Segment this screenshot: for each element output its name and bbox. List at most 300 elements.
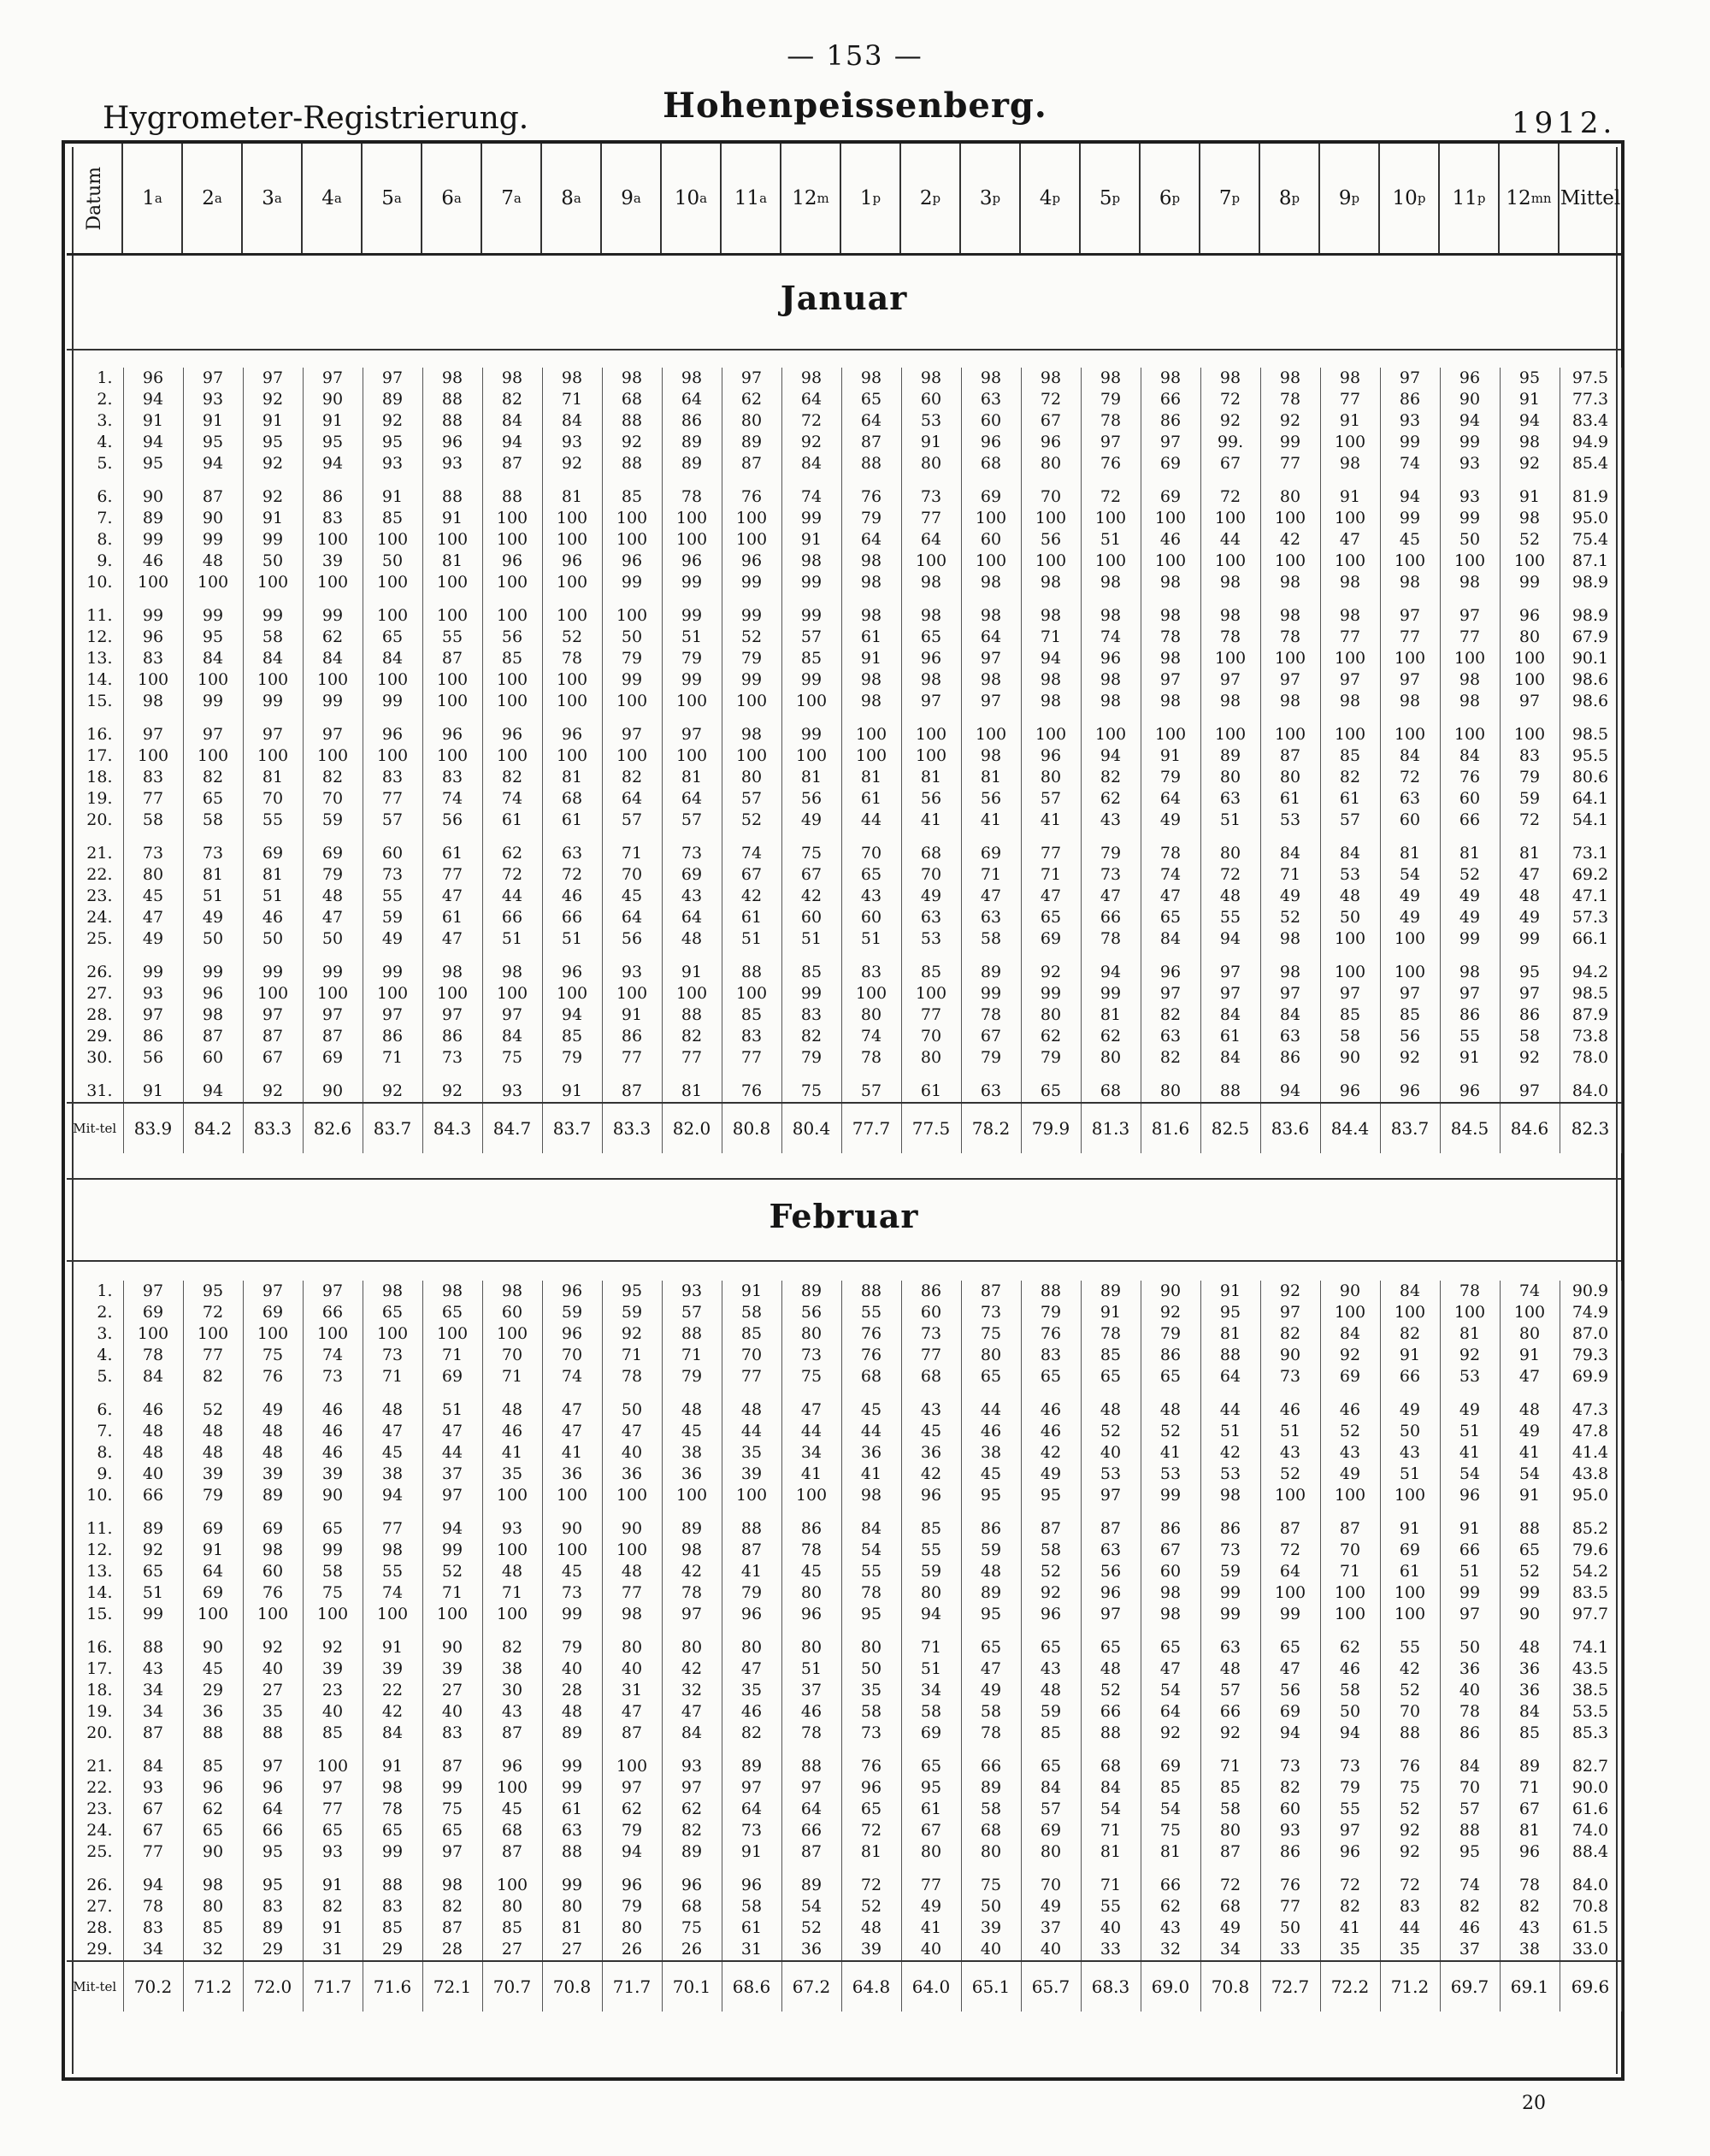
hourly-mean-cell: 84.5 xyxy=(1440,1103,1500,1153)
humidity-cell: 36 xyxy=(542,1464,602,1485)
humidity-cell: 98 xyxy=(1320,691,1380,712)
humidity-cell: 100 xyxy=(482,508,542,529)
humidity-cell: 45 xyxy=(123,886,183,907)
day-label: 4. xyxy=(67,432,123,453)
humidity-cell: 77 xyxy=(1260,453,1320,474)
february-row xyxy=(67,1518,1621,1540)
humidity-cell: 27 xyxy=(422,1680,482,1701)
humidity-cell: 82 xyxy=(1260,1777,1320,1799)
humidity-cell: 92 xyxy=(1380,1047,1440,1069)
humidity-cell: 76 xyxy=(841,486,901,508)
humidity-cell: 53 xyxy=(901,928,961,950)
humidity-cell: 46 xyxy=(1141,529,1200,551)
humidity-cell: 96 xyxy=(662,551,722,572)
humidity-cell: 80 xyxy=(1200,1820,1260,1841)
humidity-cell: 32 xyxy=(662,1680,722,1701)
humidity-cell: 98 xyxy=(1141,691,1200,712)
humidity-cell: 82 xyxy=(1260,1323,1320,1345)
humidity-cell: 64 xyxy=(243,1799,303,1820)
humidity-cell: 47 xyxy=(422,1421,482,1442)
humidity-cell: 95 xyxy=(1021,1485,1081,1506)
humidity-cell: 65 xyxy=(1141,907,1200,928)
column-header-hour: 8 p xyxy=(1260,144,1320,253)
humidity-cell: 74 xyxy=(303,1345,363,1366)
humidity-cell: 91 xyxy=(123,410,183,432)
column-header-hour: 2 a xyxy=(183,144,243,253)
humidity-cell: 98 xyxy=(1320,368,1380,389)
humidity-cell: 79 xyxy=(542,1637,602,1658)
humidity-cell: 81 xyxy=(1380,843,1440,864)
humidity-cell: 78 xyxy=(1440,1281,1500,1302)
humidity-cell: 98 xyxy=(1141,368,1200,389)
hourly-mean-cell: 84.3 xyxy=(422,1103,482,1153)
humidity-cell: 80 xyxy=(722,767,781,788)
humidity-cell: 80 xyxy=(482,1896,542,1917)
humidity-cell: 97 xyxy=(961,691,1021,712)
humidity-cell: 90 xyxy=(183,1841,243,1863)
february-row xyxy=(67,1345,1621,1366)
january-row xyxy=(67,572,1621,593)
humidity-cell: 99 xyxy=(1500,572,1560,593)
humidity-cell: 47 xyxy=(602,1421,662,1442)
humidity-cell: 97 xyxy=(901,691,961,712)
humidity-cell: 97 xyxy=(363,1004,422,1026)
humidity-cell: 98 xyxy=(1021,691,1081,712)
february-title: Februar xyxy=(769,1197,919,1235)
humidity-cell: 87 xyxy=(1021,1518,1081,1540)
humidity-cell: 98 xyxy=(1141,605,1200,627)
humidity-cell: 70 xyxy=(1380,1701,1440,1723)
humidity-cell: 57 xyxy=(722,788,781,810)
humidity-cell: 42 xyxy=(722,886,781,907)
humidity-cell: 100 xyxy=(1320,1485,1380,1506)
humidity-cell: 85 xyxy=(1320,745,1380,767)
humidity-cell: 88 xyxy=(422,389,482,410)
humidity-cell: 35 xyxy=(722,1442,781,1464)
humidity-cell: 97 xyxy=(243,724,303,745)
hourly-mean-cell: 65.1 xyxy=(961,1961,1021,2012)
humidity-cell: 49 xyxy=(363,928,422,950)
humidity-cell: 98 xyxy=(1440,962,1500,983)
humidity-cell: 27 xyxy=(542,1939,602,1961)
humidity-cell: 82 xyxy=(662,1026,722,1047)
humidity-cell: 92 xyxy=(363,1081,422,1103)
humidity-cell: 99 xyxy=(1260,1604,1320,1625)
humidity-cell: 94 xyxy=(1440,410,1500,432)
humidity-cell: 69 xyxy=(1021,1820,1081,1841)
february-separator xyxy=(67,1260,1621,1262)
humidity-cell: 49 xyxy=(1021,1464,1081,1485)
humidity-cell: 69 xyxy=(1260,1701,1320,1723)
hourly-mean-cell: 82.0 xyxy=(662,1103,722,1153)
humidity-cell: 98 xyxy=(1141,1604,1200,1625)
humidity-cell: 29 xyxy=(363,1939,422,1961)
humidity-cell: 71 xyxy=(901,1637,961,1658)
humidity-cell: 59 xyxy=(1500,788,1560,810)
humidity-cell: 90 xyxy=(1141,1281,1200,1302)
humidity-cell: 50 xyxy=(363,551,422,572)
daily-mean-cell: 94.9 xyxy=(1560,432,1621,453)
humidity-cell: 45 xyxy=(961,1464,1021,1485)
humidity-cell: 91 xyxy=(1141,745,1200,767)
daily-mean-cell: 53.5 xyxy=(1560,1701,1621,1723)
humidity-cell: 100 xyxy=(1021,551,1081,572)
humidity-cell: 97 xyxy=(422,1004,482,1026)
humidity-cell: 98 xyxy=(841,368,901,389)
hourly-mean-cell: 64.8 xyxy=(841,1961,901,2012)
humidity-cell: 82 xyxy=(1320,767,1380,788)
humidity-cell: 87 xyxy=(602,1723,662,1744)
humidity-cell: 69 xyxy=(961,486,1021,508)
hourly-mean-cell: 70.8 xyxy=(542,1961,602,2012)
day-label: 5. xyxy=(67,1366,123,1387)
humidity-cell: 95 xyxy=(961,1604,1021,1625)
humidity-cell: 72 xyxy=(542,864,602,886)
humidity-cell: 91 xyxy=(722,1281,781,1302)
humidity-cell: 68 xyxy=(662,1896,722,1917)
humidity-cell: 99 xyxy=(303,691,363,712)
february-row xyxy=(67,1540,1621,1561)
humidity-cell: 100 xyxy=(722,508,781,529)
humidity-cell: 88 xyxy=(1500,1518,1560,1540)
humidity-cell: 97 xyxy=(422,1841,482,1863)
day-label: 19. xyxy=(67,1701,123,1723)
humidity-cell: 94 xyxy=(1081,962,1141,983)
hourly-mean-cell: 71.2 xyxy=(1380,1961,1440,2012)
column-header-hour: 3 p xyxy=(961,144,1021,253)
column-header-hour: 10 p xyxy=(1380,144,1440,253)
humidity-cell: 48 xyxy=(123,1421,183,1442)
humidity-cell: 42 xyxy=(1380,1658,1440,1680)
humidity-cell: 56 xyxy=(901,788,961,810)
humidity-cell: 81 xyxy=(1440,843,1500,864)
humidity-cell: 80 xyxy=(901,453,961,474)
humidity-cell: 53 xyxy=(1260,810,1320,831)
humidity-cell: 62 xyxy=(1141,1896,1200,1917)
humidity-cell: 64 xyxy=(1200,1366,1260,1387)
humidity-cell: 50 xyxy=(1380,1421,1440,1442)
humidity-cell: 42 xyxy=(363,1701,422,1723)
humidity-cell: 75 xyxy=(1141,1820,1200,1841)
humidity-cell: 100 xyxy=(1141,508,1200,529)
humidity-cell: 69 xyxy=(422,1366,482,1387)
humidity-cell: 100 xyxy=(722,691,781,712)
day-label: 12. xyxy=(67,1540,123,1561)
humidity-cell: 57 xyxy=(1440,1799,1500,1820)
humidity-cell: 36 xyxy=(1500,1658,1560,1680)
humidity-cell: 64 xyxy=(841,529,901,551)
humidity-cell: 96 xyxy=(1021,432,1081,453)
humidity-cell: 60 xyxy=(243,1561,303,1582)
humidity-cell: 46 xyxy=(781,1701,841,1723)
humidity-cell: 77 xyxy=(1021,843,1081,864)
humidity-cell: 88 xyxy=(602,410,662,432)
humidity-cell: 64 xyxy=(781,1799,841,1820)
humidity-cell: 99 xyxy=(781,605,841,627)
humidity-cell: 98 xyxy=(901,572,961,593)
hourly-mean-cell: 83.7 xyxy=(1380,1103,1440,1153)
humidity-cell: 92 xyxy=(1500,1047,1560,1069)
humidity-cell: 100 xyxy=(602,605,662,627)
humidity-cell: 77 xyxy=(901,1345,961,1366)
humidity-cell: 87 xyxy=(243,1026,303,1047)
humidity-cell: 62 xyxy=(1081,1026,1141,1047)
humidity-cell: 80 xyxy=(1021,453,1081,474)
humidity-cell: 100 xyxy=(1320,1302,1380,1323)
humidity-cell: 98 xyxy=(542,368,602,389)
humidity-cell: 39 xyxy=(841,1939,901,1961)
humidity-cell: 49 xyxy=(1320,1464,1380,1485)
humidity-cell: 88 xyxy=(662,1323,722,1345)
hourly-mean-cell: 77.5 xyxy=(901,1103,961,1153)
humidity-cell: 80 xyxy=(901,1047,961,1069)
humidity-cell: 41 xyxy=(1141,1442,1200,1464)
humidity-cell: 84 xyxy=(482,1026,542,1047)
humidity-cell: 81 xyxy=(1081,1004,1141,1026)
humidity-cell: 72 xyxy=(1380,767,1440,788)
humidity-cell: 81 xyxy=(183,864,243,886)
humidity-cell: 91 xyxy=(1380,1518,1440,1540)
humidity-cell: 52 xyxy=(1260,1464,1320,1485)
humidity-cell: 36 xyxy=(662,1464,722,1485)
hourly-mean-cell: 81.3 xyxy=(1081,1103,1141,1153)
humidity-cell: 49 xyxy=(1500,907,1560,928)
humidity-cell: 96 xyxy=(722,1875,781,1896)
humidity-cell: 48 xyxy=(1200,886,1260,907)
january-row xyxy=(67,864,1621,886)
humidity-cell: 98 xyxy=(841,669,901,691)
humidity-cell: 84 xyxy=(781,453,841,474)
humidity-cell: 100 xyxy=(482,605,542,627)
humidity-cell: 49 xyxy=(1380,1399,1440,1421)
humidity-cell: 68 xyxy=(602,389,662,410)
humidity-cell: 97 xyxy=(1440,1604,1500,1625)
column-header-hour: 5 p xyxy=(1081,144,1141,253)
humidity-cell: 49 xyxy=(243,1399,303,1421)
humidity-cell: 69 xyxy=(901,1723,961,1744)
january-row xyxy=(67,691,1621,712)
humidity-cell: 96 xyxy=(482,1756,542,1777)
daily-mean-cell: 90.1 xyxy=(1560,648,1621,669)
humidity-cell: 100 xyxy=(422,605,482,627)
humidity-cell: 61 xyxy=(1200,1026,1260,1047)
humidity-cell: 99 xyxy=(1021,983,1081,1004)
humidity-cell: 79 xyxy=(1021,1047,1081,1069)
humidity-cell: 99 xyxy=(722,669,781,691)
humidity-cell: 91 xyxy=(422,508,482,529)
humidity-cell: 54 xyxy=(841,1540,901,1561)
humidity-cell: 91 xyxy=(841,648,901,669)
humidity-cell: 80 xyxy=(1021,767,1081,788)
humidity-cell: 74 xyxy=(781,486,841,508)
humidity-cell: 91 xyxy=(542,1081,602,1103)
humidity-cell: 56 xyxy=(781,788,841,810)
humidity-cell: 99 xyxy=(1260,432,1320,453)
humidity-cell: 82 xyxy=(722,1723,781,1744)
column-header-hour: 6 p xyxy=(1141,144,1200,253)
humidity-cell: 100 xyxy=(542,1485,602,1506)
humidity-cell: 67 xyxy=(722,864,781,886)
humidity-cell: 100 xyxy=(722,529,781,551)
humidity-cell: 96 xyxy=(542,1281,602,1302)
humidity-cell: 97 xyxy=(662,1777,722,1799)
humidity-cell: 80 xyxy=(662,1637,722,1658)
humidity-cell: 94 xyxy=(1260,1081,1320,1103)
hourly-mean-cell: 65.7 xyxy=(1021,1961,1081,2012)
humidity-cell: 46 xyxy=(1440,1917,1500,1939)
humidity-cell: 47 xyxy=(1320,529,1380,551)
humidity-cell: 100 xyxy=(303,1604,363,1625)
humidity-cell: 38 xyxy=(363,1464,422,1485)
humidity-cell: 45 xyxy=(542,1561,602,1582)
humidity-cell: 50 xyxy=(602,627,662,648)
humidity-cell: 90 xyxy=(183,1637,243,1658)
humidity-cell: 84 xyxy=(1200,1004,1260,1026)
humidity-cell: 98 xyxy=(662,1540,722,1561)
humidity-cell: 100 xyxy=(1500,1302,1560,1323)
humidity-cell: 61 xyxy=(901,1799,961,1820)
humidity-cell: 57 xyxy=(1021,1799,1081,1820)
humidity-cell: 71 xyxy=(602,1345,662,1366)
humidity-cell: 46 xyxy=(1320,1658,1380,1680)
humidity-cell: 68 xyxy=(901,843,961,864)
hourly-mean-cell: 84.4 xyxy=(1320,1103,1380,1153)
humidity-cell: 96 xyxy=(422,432,482,453)
humidity-cell: 67 xyxy=(1141,1540,1200,1561)
humidity-cell: 92 xyxy=(1380,1841,1440,1863)
humidity-cell: 91 xyxy=(1380,1345,1440,1366)
january-mean-row xyxy=(67,1103,1621,1153)
humidity-cell: 99 xyxy=(303,962,363,983)
february-row xyxy=(67,1442,1621,1464)
humidity-cell: 70 xyxy=(1320,1540,1380,1561)
humidity-cell: 100 xyxy=(781,745,841,767)
humidity-cell: 97 xyxy=(1260,669,1320,691)
humidity-cell: 45 xyxy=(363,1442,422,1464)
humidity-cell: 100 xyxy=(1440,1302,1500,1323)
humidity-cell: 68 xyxy=(1081,1081,1141,1103)
humidity-cell: 45 xyxy=(183,1658,243,1680)
daily-mean-cell: 98.9 xyxy=(1560,572,1621,593)
humidity-cell: 60 xyxy=(901,1302,961,1323)
humidity-cell: 64 xyxy=(1141,788,1200,810)
humidity-cell: 77 xyxy=(602,1582,662,1604)
humidity-cell: 84 xyxy=(363,1723,422,1744)
humidity-cell: 41 xyxy=(841,1464,901,1485)
humidity-cell: 52 xyxy=(1380,1680,1440,1701)
humidity-cell: 90 xyxy=(602,1518,662,1540)
humidity-cell: 82 xyxy=(662,1820,722,1841)
daily-mean-cell: 43.5 xyxy=(1560,1658,1621,1680)
humidity-cell: 48 xyxy=(1081,1658,1141,1680)
humidity-cell: 99 xyxy=(722,572,781,593)
humidity-cell: 92 xyxy=(243,453,303,474)
humidity-cell: 81 xyxy=(901,767,961,788)
humidity-cell: 49 xyxy=(1500,1421,1560,1442)
humidity-cell: 83 xyxy=(243,1896,303,1917)
humidity-cell: 100 xyxy=(1260,724,1320,745)
humidity-cell: 96 xyxy=(123,627,183,648)
humidity-cell: 88 xyxy=(482,486,542,508)
humidity-cell: 38 xyxy=(961,1442,1021,1464)
humidity-cell: 82 xyxy=(1141,1047,1200,1069)
humidity-cell: 67 xyxy=(1200,453,1260,474)
humidity-cell: 48 xyxy=(243,1421,303,1442)
humidity-cell: 42 xyxy=(662,1658,722,1680)
humidity-cell: 100 xyxy=(303,1323,363,1345)
day-label: 24. xyxy=(67,1820,123,1841)
hourly-mean-cell: 71.7 xyxy=(602,1961,662,2012)
humidity-cell: 91 xyxy=(1500,389,1560,410)
humidity-cell: 34 xyxy=(123,1939,183,1961)
humidity-cell: 47 xyxy=(1500,864,1560,886)
humidity-cell: 99 xyxy=(1380,432,1440,453)
humidity-cell: 98 xyxy=(901,368,961,389)
humidity-cell: 98 xyxy=(1380,691,1440,712)
humidity-cell: 95 xyxy=(1440,1841,1500,1863)
humidity-cell: 87 xyxy=(482,453,542,474)
humidity-cell: 93 xyxy=(1440,486,1500,508)
daily-mean-cell: 67.9 xyxy=(1560,627,1621,648)
humidity-cell: 97 xyxy=(1141,432,1200,453)
humidity-cell: 99 xyxy=(781,508,841,529)
humidity-cell: 89 xyxy=(662,1841,722,1863)
humidity-cell: 97 xyxy=(1260,1302,1320,1323)
humidity-cell: 65 xyxy=(841,389,901,410)
day-label: 11. xyxy=(67,605,123,627)
humidity-cell: 87 xyxy=(961,1281,1021,1302)
humidity-cell: 85 xyxy=(482,648,542,669)
humidity-cell: 73 xyxy=(1260,1756,1320,1777)
humidity-cell: 40 xyxy=(422,1701,482,1723)
january-row xyxy=(67,843,1621,864)
humidity-cell: 72 xyxy=(1081,486,1141,508)
humidity-cell: 71 xyxy=(1500,1777,1560,1799)
humidity-cell: 78 xyxy=(961,1723,1021,1744)
humidity-cell: 80 xyxy=(1260,486,1320,508)
humidity-cell: 47 xyxy=(1500,1366,1560,1387)
humidity-cell: 94 xyxy=(1320,1723,1380,1744)
humidity-cell: 56 xyxy=(961,788,1021,810)
humidity-cell: 95 xyxy=(243,1841,303,1863)
humidity-cell: 43 xyxy=(662,886,722,907)
humidity-cell: 88 xyxy=(1440,1820,1500,1841)
february-row xyxy=(67,1777,1621,1799)
humidity-cell: 66 xyxy=(1141,1875,1200,1896)
humidity-cell: 89 xyxy=(961,1582,1021,1604)
humidity-cell: 98 xyxy=(422,962,482,983)
humidity-cell: 99 xyxy=(243,529,303,551)
humidity-cell: 93 xyxy=(123,983,183,1004)
humidity-cell: 58 xyxy=(1320,1680,1380,1701)
humidity-cell: 78 xyxy=(1081,928,1141,950)
day-label: 6. xyxy=(67,1399,123,1421)
humidity-cell: 85 xyxy=(1380,1004,1440,1026)
humidity-cell: 97 xyxy=(1380,368,1440,389)
humidity-cell: 39 xyxy=(422,1658,482,1680)
january-row xyxy=(67,605,1621,627)
humidity-cell: 85 xyxy=(901,1518,961,1540)
humidity-cell: 79 xyxy=(183,1485,243,1506)
humidity-cell: 57 xyxy=(662,810,722,831)
humidity-cell: 93 xyxy=(662,1756,722,1777)
humidity-cell: 90 xyxy=(1320,1281,1380,1302)
humidity-cell: 62 xyxy=(722,389,781,410)
humidity-cell: 52 xyxy=(1440,864,1500,886)
humidity-cell: 47 xyxy=(1081,886,1141,907)
humidity-cell: 88 xyxy=(841,453,901,474)
february-row xyxy=(67,1680,1621,1701)
